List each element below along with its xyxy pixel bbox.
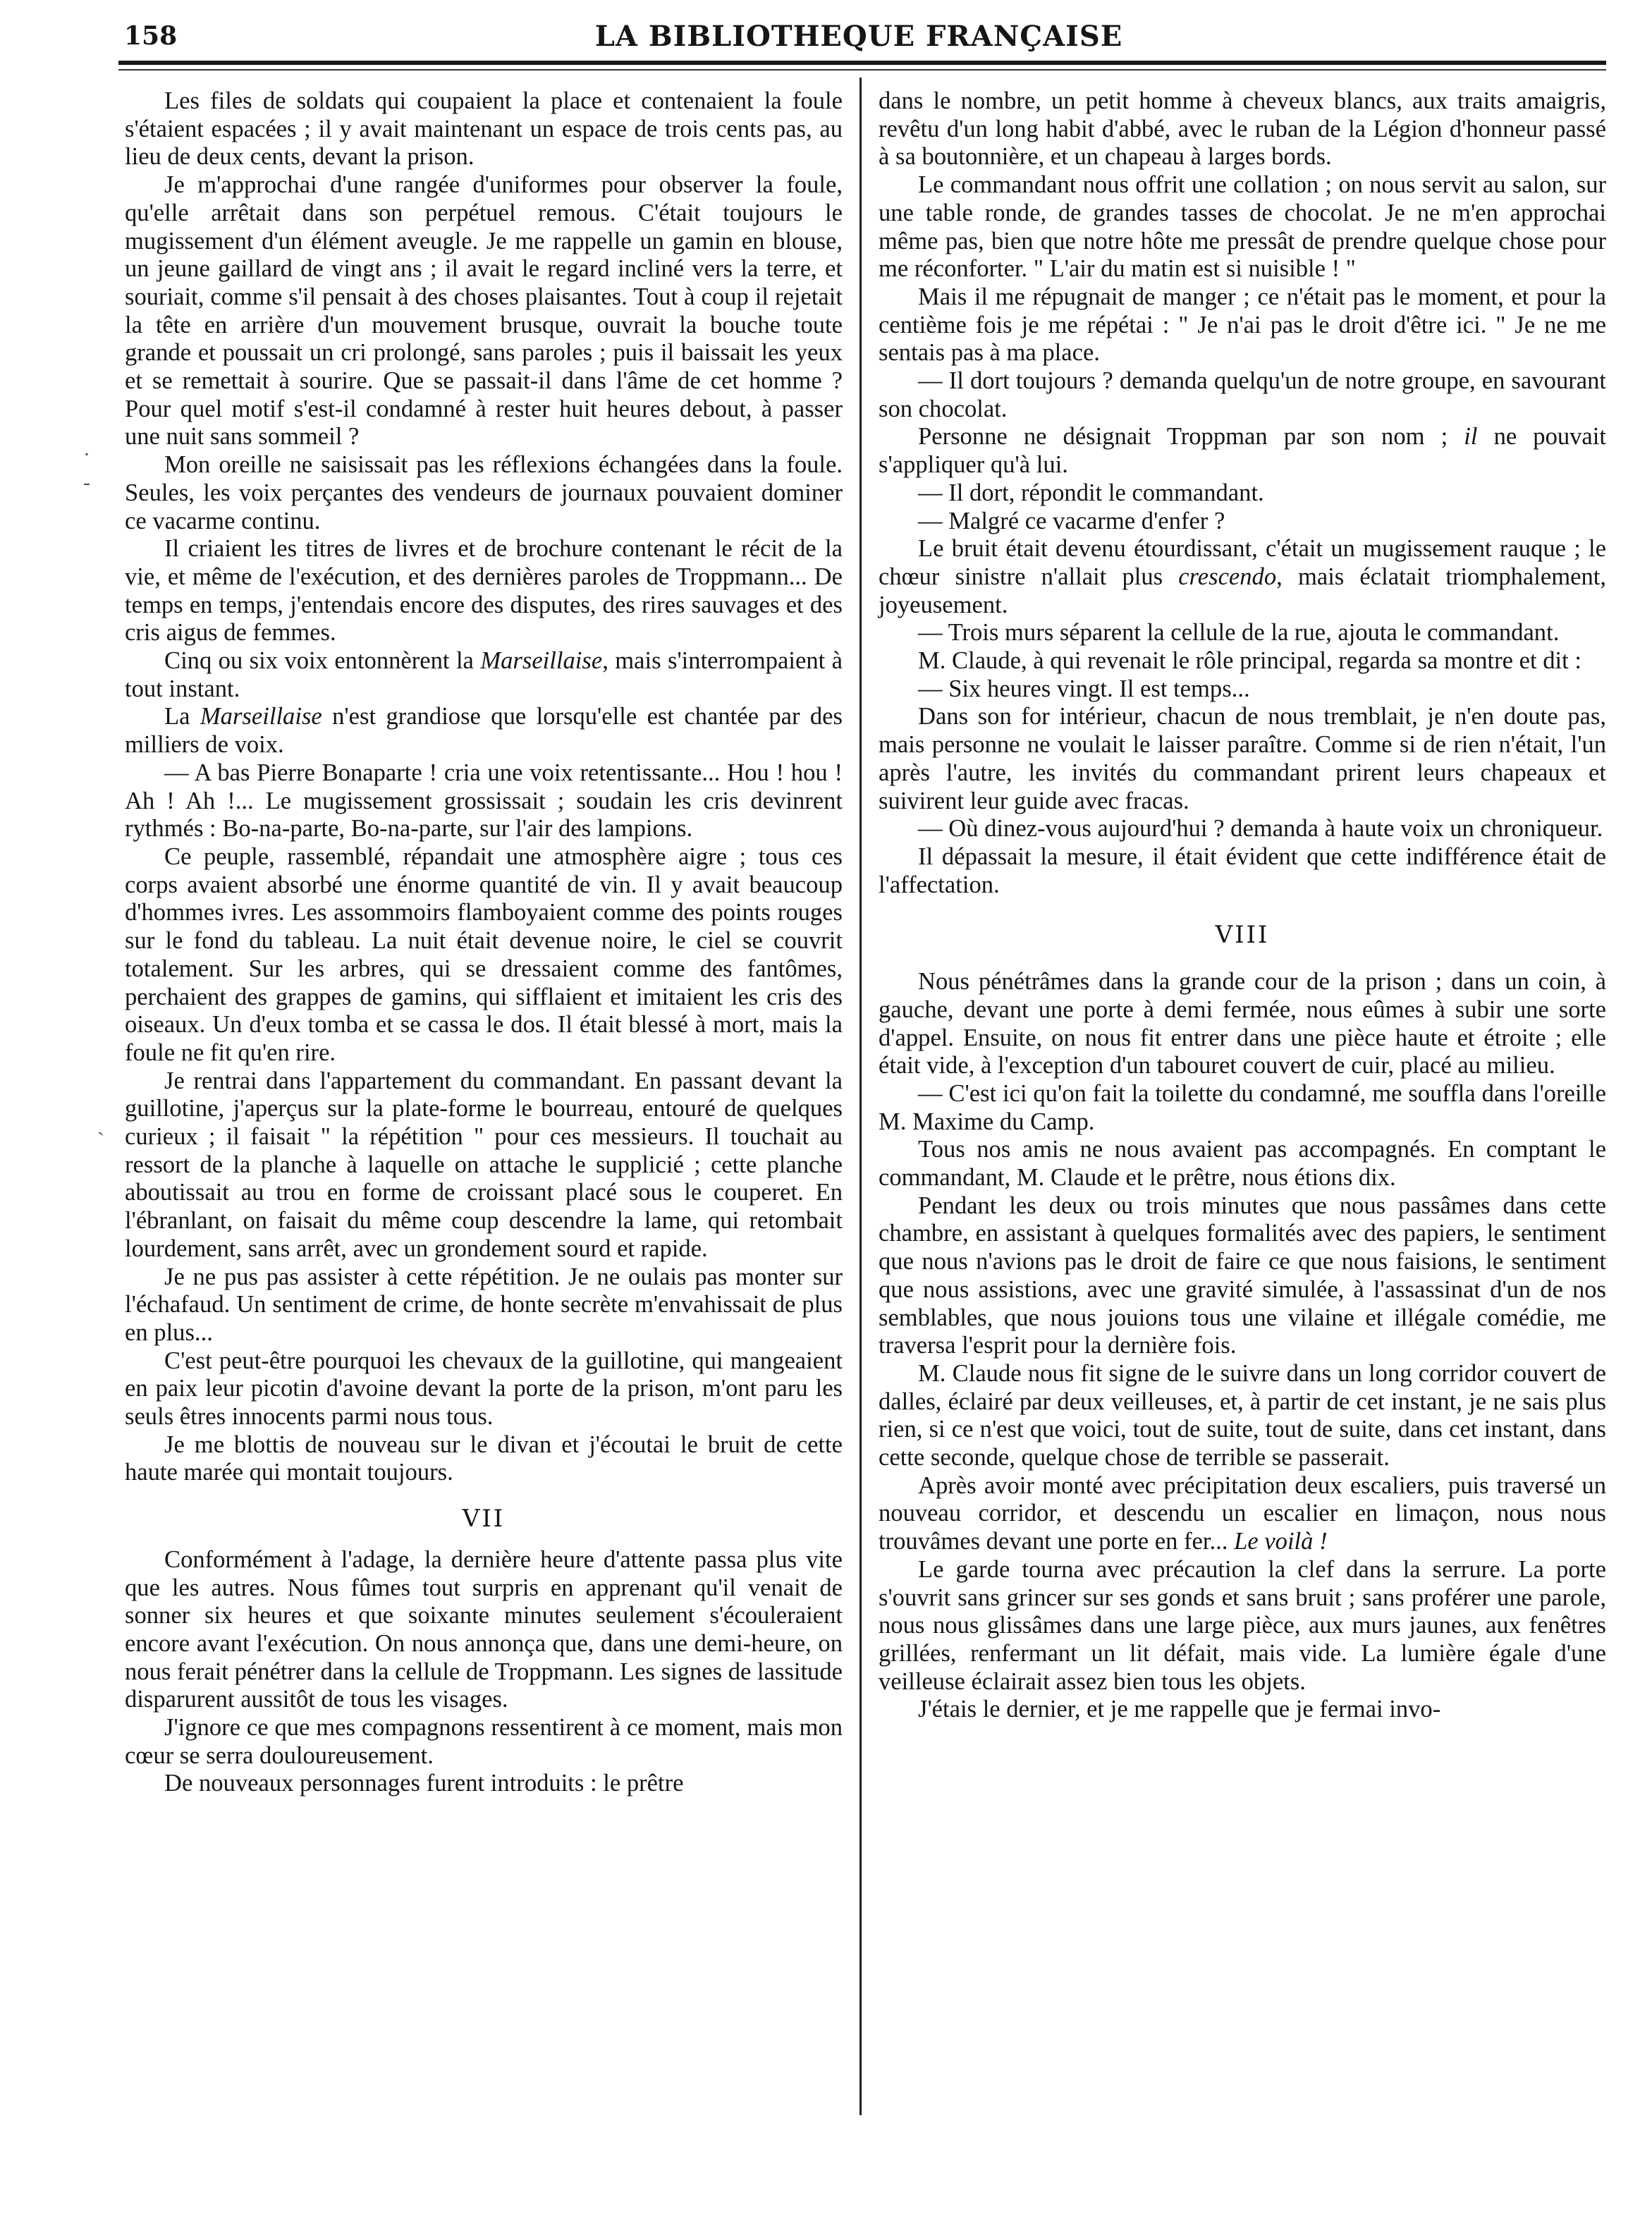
paragraph: Mon oreille ne saisissait pas les réflexions échangées dans la foule. Seules, les voix perçantes des vendeurs de journaux pouvaient dominer ce vacarme continu.: [125, 451, 843, 534]
running-title: LA BIBLIOTHEQUE FRANÇAISE: [594, 20, 1123, 53]
italic-phrase: Le voilà !: [1234, 1528, 1328, 1555]
page-number: 158: [124, 21, 178, 51]
paragraph: Tous nos amis ne nous avaient pas accompagnés. En comptant le commandant, M. Claude et le prêtre, nous étions dix.: [879, 1136, 1606, 1192]
paragraph: dans le nombre, un petit homme à cheveux blancs, aux traits amaigris, revêtu d'un long habit d'abbé, avec le ruban de la Légion d'honneur passé à sa boutonnière, et un chapeau à larges bords.: [879, 87, 1606, 171]
paragraph: — Il dort, répondit le commandant.: [918, 479, 1264, 506]
paragraph: J'étais le dernier, et je me rappelle que je fermai invo-: [918, 1696, 1441, 1723]
paragraph: J'ignore ce que mes compagnons ressentirent à ce moment, mais mon cœur se serra douloureusement.: [125, 1714, 843, 1769]
paragraph: Conformément à l'adage, la dernière heure d'attente passa plus vite que les autres. Nous fûmes tout surpris en apprenant qu'il venait de sonner six heures et que soixante minutes seulement s'écouleraient encore avant l'exécution. On nous annonça que, dans une demi-heure, on nous ferait pénétrer dans la cellule de Troppmann. Les signes de lassitude disparurent aussitôt de tous les visages.: [125, 1546, 843, 1713]
paragraph: Mais il me répugnait de manger ; ce n'était pas le moment, et pour la centième fois je me répétai : " Je n'ai pas le droit d'être ici. " Je ne me sentais pas à ma place.: [879, 283, 1606, 367]
paragraph: Pendant les deux ou trois minutes que nous passâmes dans cette chambre, en assistant à quelques formalités avec des papiers, le sentiment que nous n'avions pas le droit de faire ce que nous faisions, le sentiment que nous assistions, avec une gravité simulée, à l'assassinat d'un de nos semblables, que nous jouions tous une vilaine et illégale comédie, me traversa l'esprit pour la dernière fois.: [879, 1192, 1606, 1359]
paragraph: M. Claude, à qui revenait le rôle principal, regarda sa montre et dit :: [918, 647, 1581, 675]
header-rule-thin: [118, 69, 1606, 71]
paragraph: Le bruit était devenu étourdissant, c'était un mugissement rauque ; le chœur sinistre n'allait plus crescendo, mais éclatait triomphalement, joyeusement.: [879, 535, 1606, 618]
section-heading-viii: VIII: [1215, 921, 1270, 950]
paragraph: M. Claude nous fit signe de le suivre dans un long corridor couvert de dalles, éclairé par deux veilleuses, et, à partir de cet instant, je ne sais plus rien, si ce n'est que voici, tout de suite, tout de suite, dans cet instant, dans cette seconde, quelque chose de terrible se passerait.: [879, 1359, 1606, 1471]
paragraph: Il dépassait la mesure, il était évident que cette indifférence était de l'affectation.: [879, 843, 1606, 898]
paragraph: Je ne pus pas assister à cette répétition. Je ne oulais pas monter sur l'échafaud. Un sentiment de crime, de honte secrète m'envahissait de plus en plus...: [125, 1263, 843, 1346]
section-heading-vii: VII: [462, 1505, 506, 1534]
paragraph: — Trois murs séparent la cellule de la rue, ajouta le commandant.: [918, 619, 1560, 647]
paragraph: — A bas Pierre Bonaparte ! cria une voix retentissante... Hou ! hou ! Ah ! Ah !... Le mugissement grossissait ; soudain les cris devinrent rythmés : Bo-na-parte, Bo-na-parte, sur l'air des lampions.: [125, 759, 843, 843]
margin-speck: -: [83, 471, 90, 494]
paragraph: Le commandant nous offrit une collation ; on nous servit au salon, sur une table ronde, de grandes tasses de chocolat. Je ne m'en approchai même pas, bien que notre hôte me pressât de prendre quelque chose pour me réconforter. " L'air du matin est si nuisible ! ": [879, 171, 1606, 283]
paragraph: De nouveaux personnages furent introduits : le prêtre: [164, 1770, 684, 1797]
paragraph: Après avoir monté avec précipitation deux escaliers, puis traversé un nouveau corridor, et descendu un escalier en limaçon, nous nous trouvâmes devant une porte en fer... Le voilà !: [879, 1471, 1606, 1555]
paragraph: Nous pénétrâmes dans la grande cour de la prison ; dans un coin, à gauche, devant une porte à demi fermée, nous eûmes à subir une sorte d'appel. Ensuite, on nous fit entrer dans une pièce haute et étroite ; elle était vide, à l'exception d'un tabouret couvert de cuir, placé au milieu.: [879, 968, 1606, 1079]
paragraph: Personne ne désignait Troppman par son nom ; il ne pouvait s'appliquer qu'à lui.: [879, 423, 1606, 479]
paragraph: Les files de soldats qui coupaient la place et contenaient la foule s'étaient espacées ; il y avait maintenant un espace de trois cents pas, au lieu de deux cents, devant la prison.: [125, 87, 843, 171]
header-rule: [118, 61, 1606, 65]
paragraph: Je rentrai dans l'appartement du commandant. En passant devant la guillotine, j'aperçus sur la plate-forme le bourreau, entouré de quelques curieux ; il faisait " la répétition " pour ces messieurs. Il touchait au ressort de la planche à laquelle on attache le supplicié ; cette planche aboutissait au trou en forme de croissant placé sous le couperet. En l'ébranlant, on faisait du même coup descendre la lame, qui retombait lourdement, sans arrêt, avec un grondement sourd et rapide.: [125, 1067, 843, 1262]
margin-speck: ·: [83, 443, 90, 466]
left-column: [125, 87, 843, 1798]
paragraph: — Six heures vingt. Il est temps...: [918, 675, 1250, 702]
italic-title: Marseillaise: [200, 703, 322, 730]
paragraph: Dans son for intérieur, chacun de nous tremblait, je n'en doute pas, mais personne ne voulait le laisser paraître. Comme si de rien n'était, l'un après l'autre, les invités du commandant prirent leurs chapeaux et suivirent leur guide avec fracas.: [879, 703, 1606, 814]
column-divider: [859, 78, 862, 2115]
paragraph: — Malgré ce vacarme d'enfer ?: [918, 507, 1225, 534]
margin-speck: ˏ: [97, 1113, 104, 1136]
italic-title: Marseillaise: [480, 647, 603, 675]
italic-word: il: [1464, 423, 1478, 451]
paragraph: C'est peut-être pourquoi les chevaux de la guillotine, qui mangeaient en paix leur picotin d'avoine devant la porte de la prison, m'ont paru les seuls êtres innocents parmi nous tous.: [125, 1347, 843, 1431]
right-column: [879, 87, 1606, 1724]
paragraph: — Il dort toujours ? demanda quelqu'un de notre groupe, en savourant son chocolat.: [879, 367, 1606, 422]
paragraph: — Où dinez-vous aujourd'hui ? demanda à haute voix un chroniqueur.: [918, 815, 1603, 843]
page-header: [118, 16, 1599, 55]
paragraph: Je me blottis de nouveau sur le divan et j'écoutai le bruit de cette haute marée qui montait toujours.: [125, 1431, 843, 1486]
paragraph: Il criaient les titres de livres et de brochure contenant le récit de la vie, et même de l'exécution, et des dernières paroles de Troppmann... De temps en temps, j'entendais encore des disputes, des rires sauvages et des cris aigus de femmes.: [125, 535, 843, 647]
paragraph: La Marseillaise n'est grandiose que lorsqu'elle est chantée par des milliers de voix.: [125, 703, 843, 759]
paragraph: — C'est ici qu'on fait la toilette du condamné, me souffla dans l'oreille M. Maxime du Camp.: [879, 1079, 1606, 1135]
paragraph: Cinq ou six voix entonnèrent la Marseillaise, mais s'interrompaient à tout instant.: [125, 647, 843, 702]
paragraph: Le garde tourna avec précaution la clef dans la serrure. La porte s'ouvrit sans grincer sur ses gonds et sans bruit ; sans proférer une parole, nous nous glissâmes dans une large pièce, aux murs jaunes, aux fenêtres grillées, renfermant un lit défait, mais vide. La lumière égale d'une veilleuse éclairait assez bien tous les objets.: [879, 1555, 1606, 1695]
italic-word: crescendo: [1178, 563, 1277, 590]
paragraph: Ce peuple, rassemblé, répandait une atmosphère aigre ; tous ces corps avaient absorbé une énorme quantité de vin. Il y avait beaucoup d'hommes ivres. Les assommoirs flamboyaient comme des points rouges sur le fond du tableau. La nuit était devenue noire, le ciel se couvrit totalement. Sur les arbres, qui se dressaient comme des fantômes, perchaient des grappes de gamins, qui sifflaient et imitaient les cris des oiseaux. Un d'eux tomba et se cassa le dos. Il était blessé à mort, mais la foule ne fit qu'en rire.: [125, 843, 843, 1066]
paragraph: Je m'approchai d'une rangée d'uniformes pour observer la foule, qu'elle arrêtait dans son perpétuel remous. C'était toujours le mugissement d'un élément aveugle. Je me rappelle un gamin en blouse, un jeune gaillard de vingt ans ; il avait le regard incliné vers la terre, et souriait, comme s'il pensait à des choses plaisantes. Tout à coup il rejetait la tête en arrière d'un mouvement brusque, ouvrait la bouche toute grande et poussait un cri prolongé, sans paroles ; puis il baissait les yeux et se remettait à sourire. Que se passait-il dans l'âme de cet homme ? Pour quel motif s'est-il condamné à rester huit heures debout, à passer une nuit sans sommeil ?: [125, 171, 843, 451]
